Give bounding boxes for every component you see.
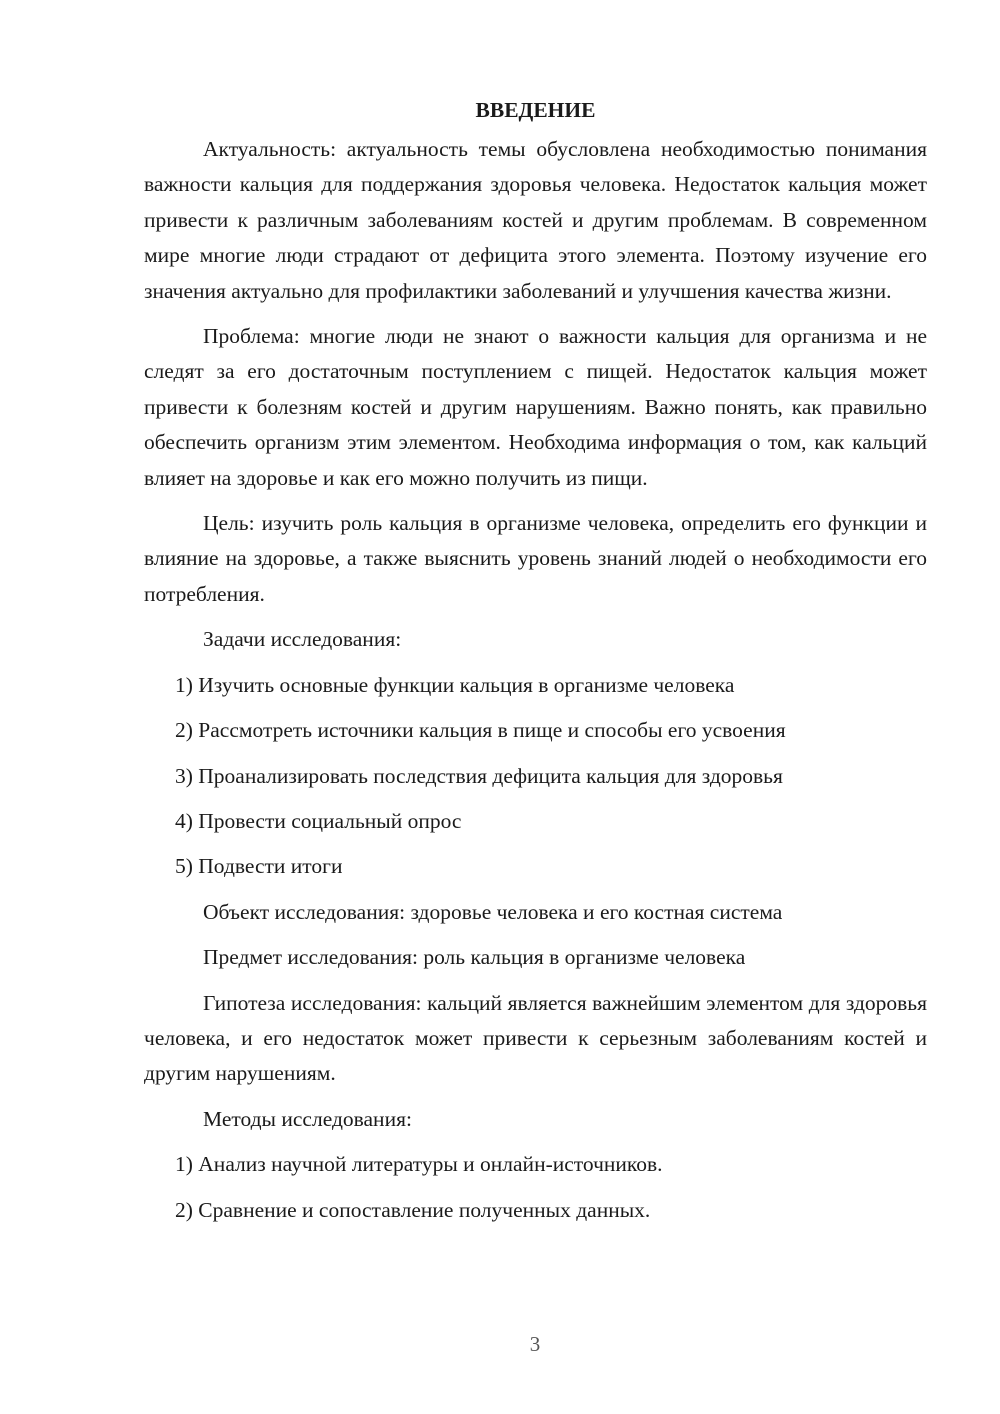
section-title: ВВЕДЕНИЕ [475,98,596,122]
method-item: 2) Сравнение и сопоставление полученных данных. [175,1197,651,1222]
task-item: 3) Проанализировать последствия дефицита кальция для здоровья [175,763,783,788]
method-item: 1) Анализ научной литературы и онлайн-источников. [175,1152,663,1177]
task-item: 2) Рассмотреть источники кальция в пище и способы его усвоения [175,718,786,743]
task-item: 4) Провести социальный опрос [175,808,462,833]
task-item: 1) Изучить основные функции кальция в организме человека [175,672,735,697]
goal-paragraph: Цель: изучить роль кальция в организме человека, определить его функции и влияние на здоровье, а также выяснить уровень знаний людей о необходимости его потребления. [144,511,927,606]
document-page [144,92,927,1238]
page-number: 3 [529,1332,541,1356]
research-subject: Предмет исследования: роль кальция в организме человека [203,945,746,970]
methods-heading: Методы исследования: [203,1106,412,1131]
tasks-list [144,668,927,885]
methods-list [144,1147,927,1228]
hypothesis-paragraph: Гипотеза исследования: кальций является важнейшим элементом для здоровья человека, и его недостаток может привести к серьезным заболеваниям костей и другим нарушениям. [144,990,927,1086]
tasks-heading: Задачи исследования: [203,627,402,652]
relevance-paragraph: Актуальность: актуальность темы обусловлена необходимостью понимания важности кальция для поддержания здоровья человека. Недостаток кальция может привести к различным заболеваниям костей и другим проблемам. В современном мире многие люди страдают от дефицита этого элемента. Поэтому изучение его значения актуально для профилактики заболеваний и улучшения качества жизни. [144,137,927,303]
problem-paragraph: Проблема: многие люди не знают о важности кальция для организма и не следят за его достаточным поступлением с пищей. Недостаток кальция может привести к болезням костей и другим нарушениям. Важно понять, как правильно обеспечить организм этим элементом. Необходима информация о том, как кальций влияет на здоровье и как его можно получить из пищи. [144,324,927,490]
task-item: 5) Подвести итоги [175,854,343,879]
research-object: Объект исследования: здоровье человека и его костная система [203,899,783,924]
